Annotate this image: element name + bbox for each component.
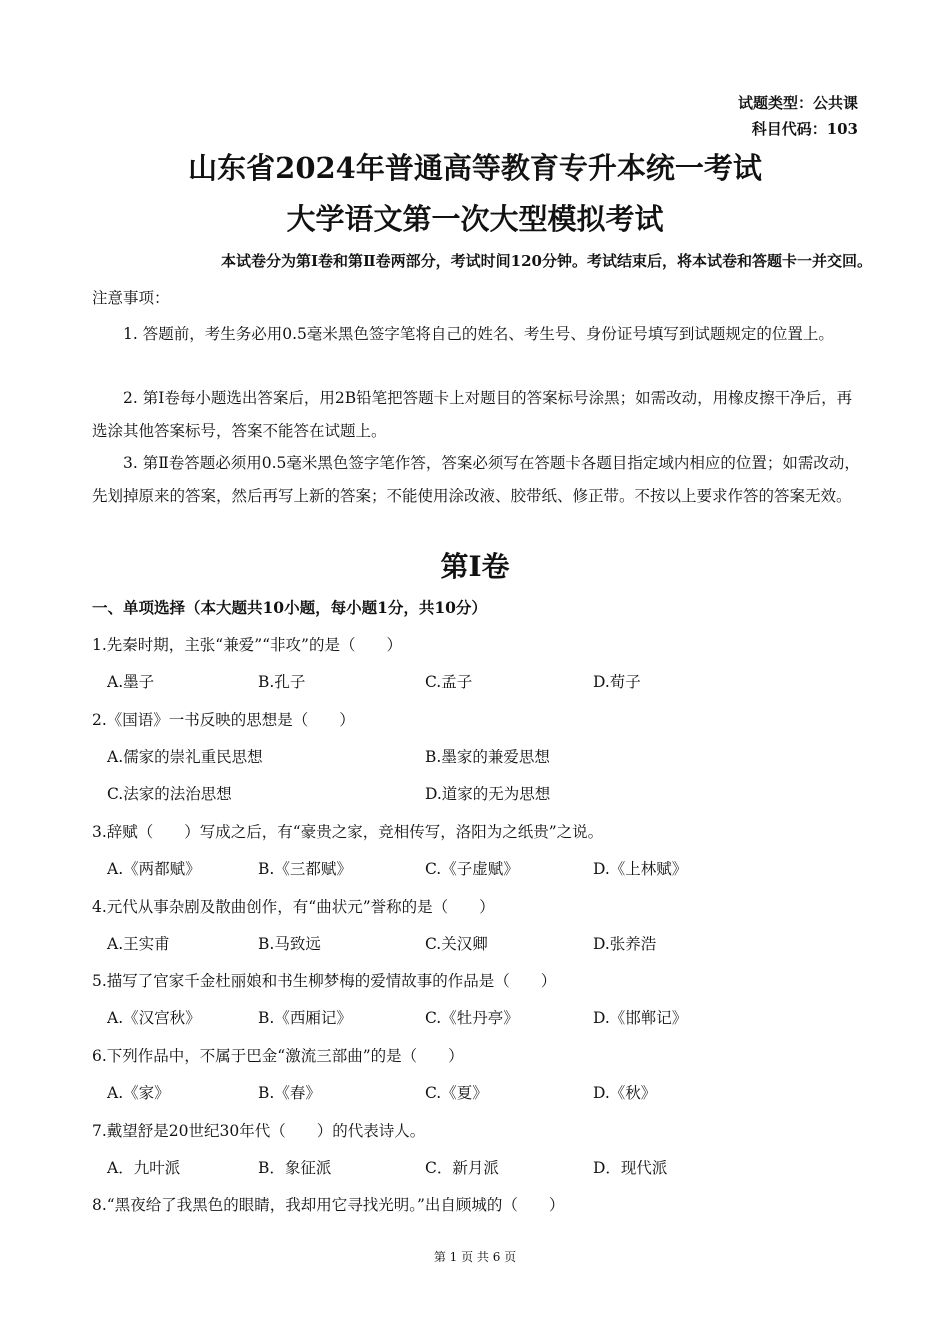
question-option: B.马致远 (258, 935, 321, 953)
question-stem: 8.“黑夜给了我黑色的眼睛，我却用它寻找光明。”出自顾城的（ ） (92, 1196, 565, 1214)
question-stem: 3.辞赋（ ）写成之后，有“豪贵之家，竞相传写，洛阳为之纸贵”之说。 (92, 823, 604, 841)
question-option: D.《上林赋》 (593, 860, 688, 878)
question-option: C.关汉卿 (425, 935, 488, 953)
question-stem: 5.描写了官家千金杜丽娘和书生柳梦梅的爱情故事的作品是（ ） (92, 972, 557, 990)
question-stem: 4.元代从事杂剧及散曲创作，有“曲状元”誉称的是（ ） (92, 898, 495, 916)
question-option: A.儒家的崇礼重民思想 (107, 748, 263, 766)
question-option: B.墨家的兼爱思想 (425, 748, 550, 766)
question-option: A.墨子 (107, 673, 155, 691)
question-option: B.《三都赋》 (258, 860, 352, 878)
question-option: B．象征派 (258, 1159, 332, 1177)
question-option: C.《子虚赋》 (425, 860, 519, 878)
question-option: D.《邯郸记》 (593, 1009, 688, 1027)
question-stem: 7.戴望舒是20世纪30年代（ ）的代表诗人。 (92, 1122, 426, 1140)
question-option: A.王实甫 (107, 935, 170, 953)
subject-code-label: 科目代码：103 (751, 120, 858, 138)
question-option: A.《汉宫秋》 (107, 1009, 201, 1027)
exam-type-label: 试题类型：公共课 (737, 94, 858, 112)
question-option: B.《西厢记》 (258, 1009, 352, 1027)
exam-intro: 本试卷分为第Ⅰ卷和第Ⅱ卷两部分，考试时间120分钟。考试结束后，将本试卷和答题卡一并交回。 (221, 252, 872, 270)
question-option: B.《春》 (258, 1084, 321, 1102)
question-option: D.《秋》 (593, 1084, 657, 1102)
question-option: C.《夏》 (425, 1084, 488, 1102)
question-option: B.孔子 (258, 673, 306, 691)
question-stem: 6.下列作品中，不属于巴金“激流三部曲”的是（ ） (92, 1047, 464, 1065)
question-option: D.荀子 (593, 673, 641, 691)
question-option: A.《两都赋》 (107, 860, 201, 878)
question-option: C.法家的法治思想 (107, 785, 232, 803)
question-stem: 1.先秦时期，主张“兼爱”“非攻”的是（ ） (92, 636, 402, 654)
question-option: D.道家的无为思想 (425, 785, 551, 803)
question-option: D.张养浩 (593, 935, 657, 953)
question-option: C.《牡丹亭》 (425, 1009, 519, 1027)
note-item: 1. 答题前，考生务必用0.5毫米黑色签字笔将自己的姓名、考生号、身份证号填写到试题规定的位置上。 (123, 325, 834, 343)
exam-subtitle: 大学语文第一次大型模拟考试 (286, 202, 664, 236)
question-stem: 2.《国语》一书反映的思想是（ ） (92, 711, 355, 729)
volume-title: 第Ⅰ卷 (440, 550, 510, 583)
question-option: A.《家》 (107, 1084, 170, 1102)
question-option: C.孟子 (425, 673, 473, 691)
notes-heading: 注意事项： (92, 289, 170, 307)
page-number: 第 1 页 共 6 页 (433, 1250, 517, 1264)
question-option: C．新月派 (425, 1159, 499, 1177)
exam-title: 山东省2024年普通高等教育专升本统一考试 (188, 151, 762, 185)
note-item: 2. 第Ⅰ卷每小题选出答案后，用2B铅笔把答题卡上对题目的答案标号涂黑；如需改动，用橡皮擦干净后，再选涂其他答案标号，答案不能答在试题上。 (92, 389, 853, 440)
note-item: 3. 第Ⅱ卷答题必须用0.5毫米黑色签字笔作答，答案必须写在答题卡各题目指定域内相应的位置；如需改动，先划掉原来的答案，然后再写上新的答案；不能使用涂改液、胶带纸、修正带。不按以上要求作答的答案无效。 (92, 454, 860, 505)
section-heading: 一、单项选择（本大题共10小题，每小题1分，共10分） (92, 598, 487, 617)
question-option: D．现代派 (593, 1159, 668, 1177)
question-option: A．九叶派 (107, 1159, 181, 1177)
